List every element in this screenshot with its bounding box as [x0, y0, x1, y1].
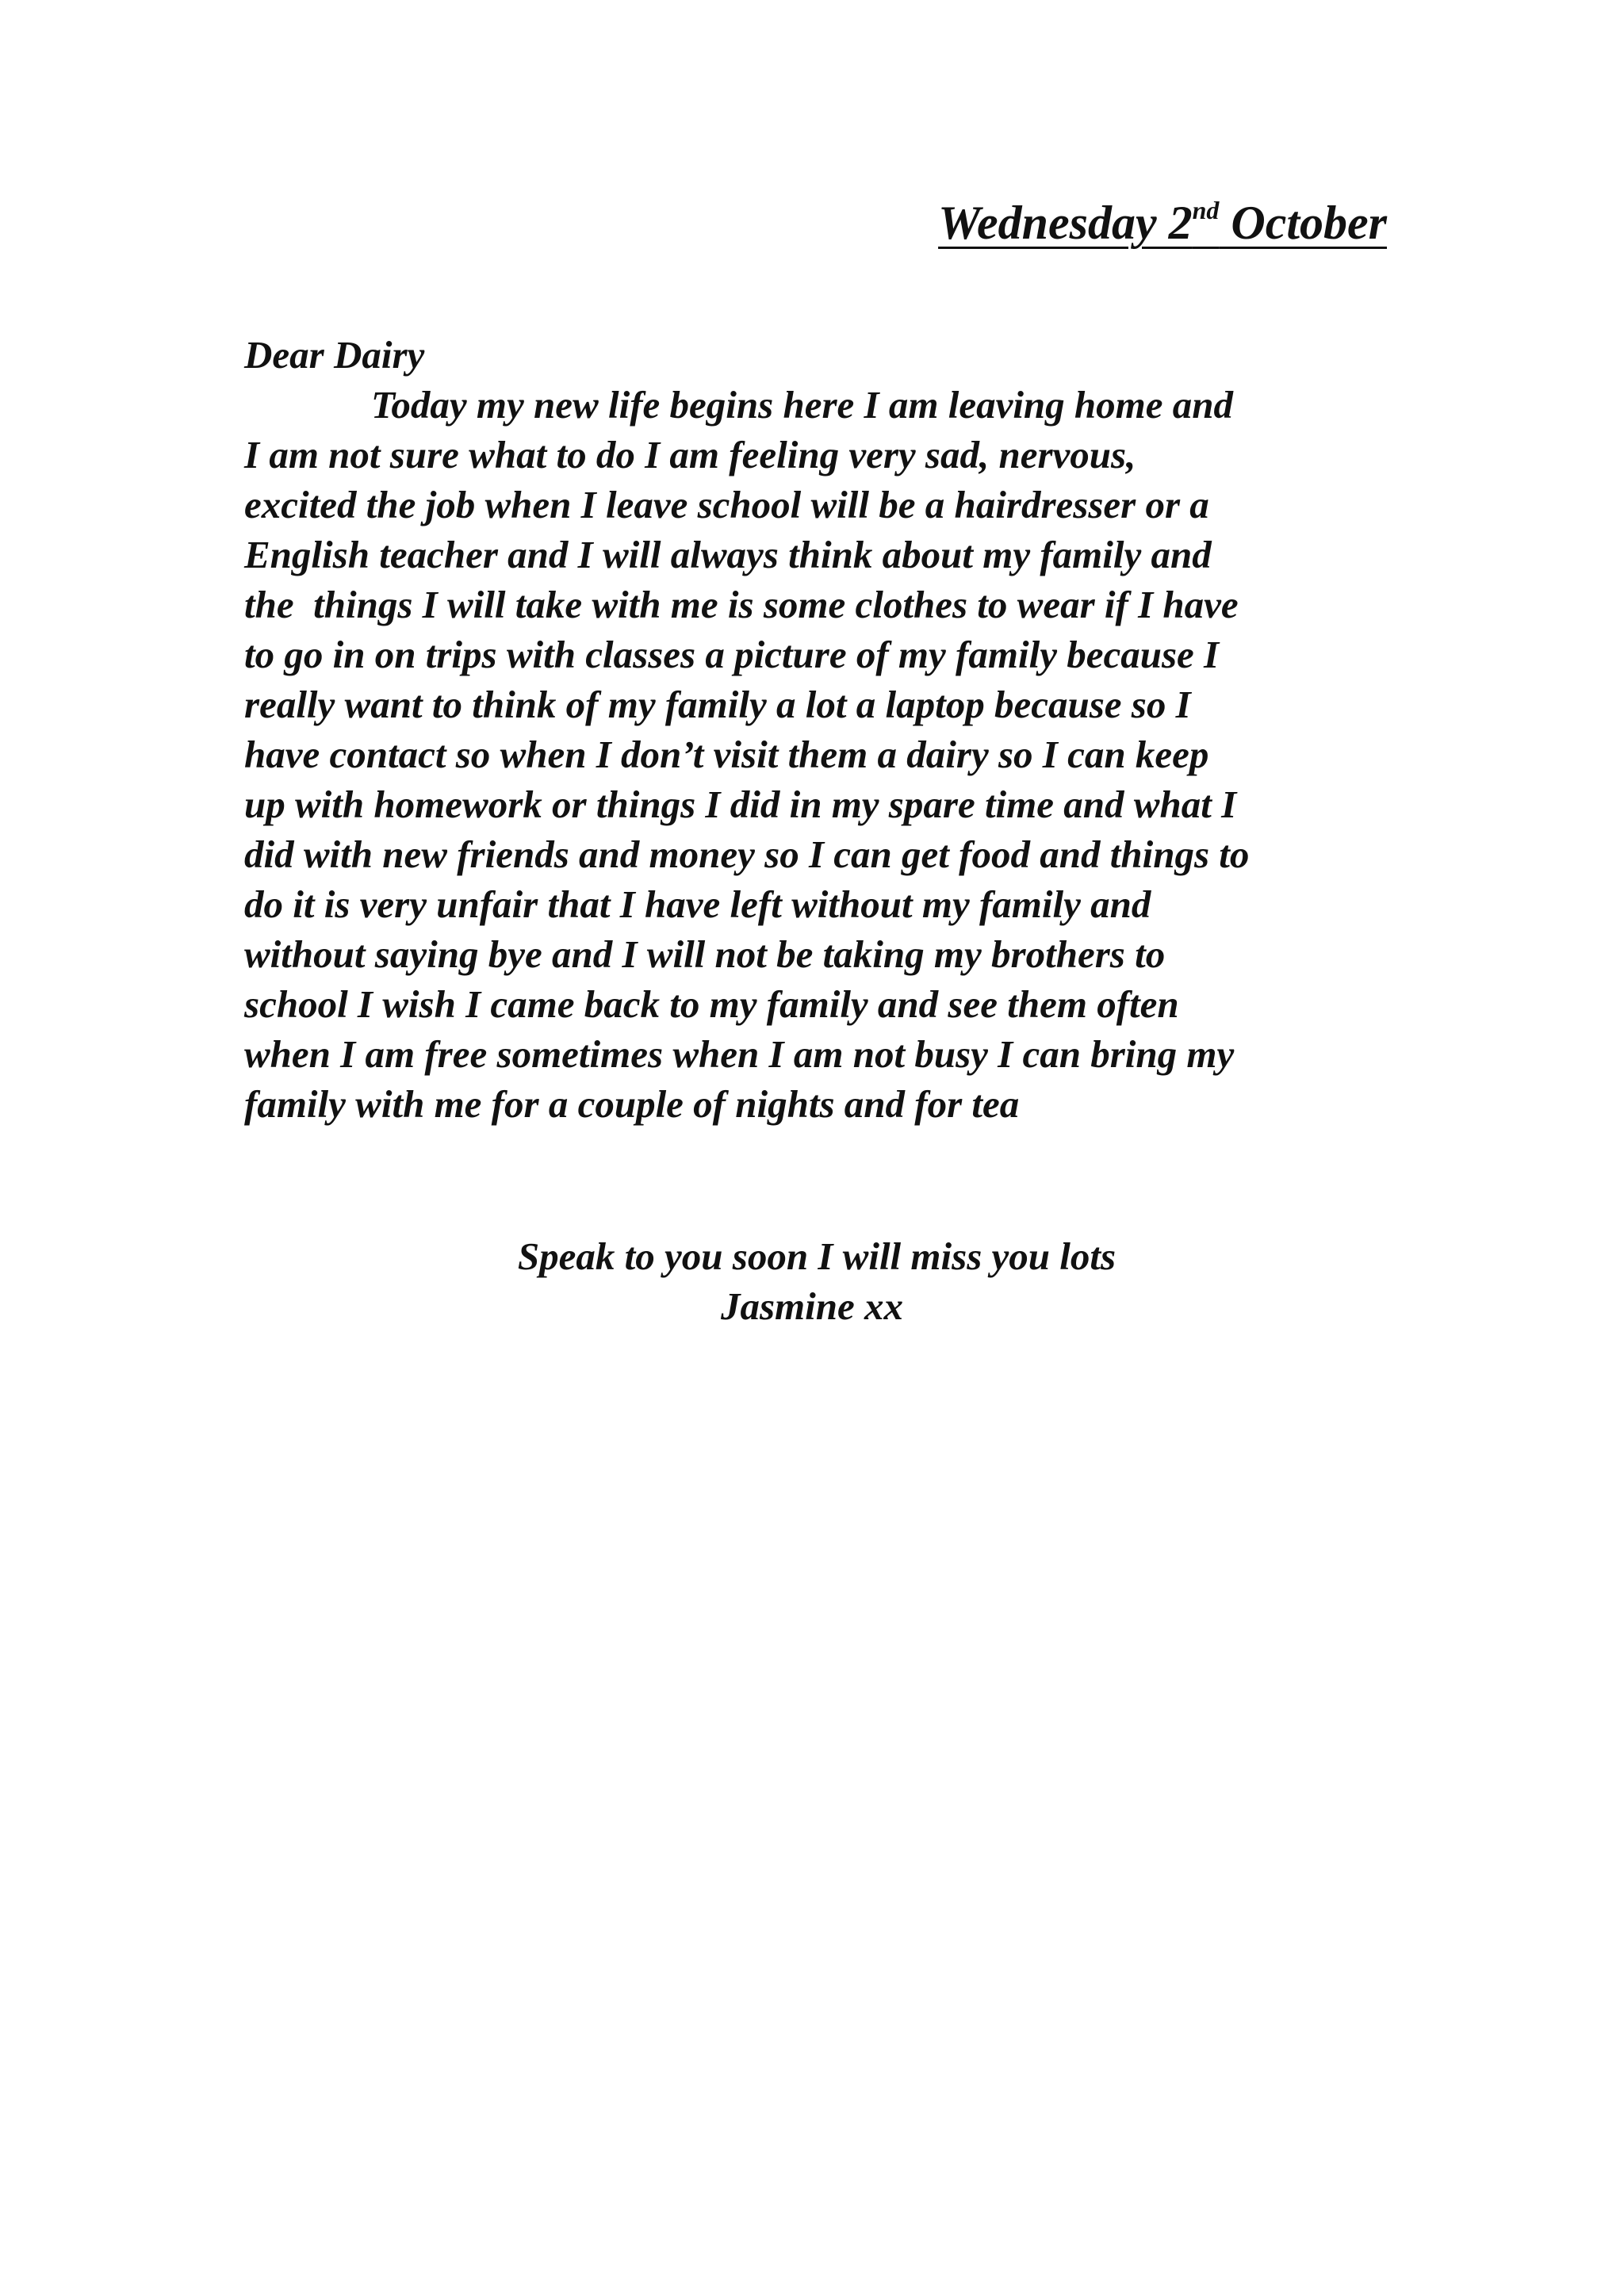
- body-line: do it is very unfair that I have left without my family and: [244, 882, 1151, 926]
- closing-line: Speak to you soon I will miss you lots: [517, 1234, 1116, 1278]
- body-line: did with new friends and money so I can get food and things to: [244, 832, 1250, 876]
- body-line: have contact so when I don’t visit them a dairy so I can keep: [244, 733, 1209, 776]
- body-line: really want to think of my family a lot a laptop because so I: [244, 683, 1191, 726]
- body-line: English teacher and I will always think about my family and: [244, 533, 1212, 576]
- body-line: family with me for a couple of nights and for tea: [244, 1082, 1020, 1126]
- body-line: excited the job when I leave school will be a hairdresser or a: [244, 483, 1209, 526]
- body-line: up with homework or things I did in my spare time and what I: [244, 783, 1237, 826]
- body-line: the things I will take with me is some clothes to wear if I have: [244, 583, 1239, 626]
- date-month: October: [1219, 197, 1387, 249]
- date-ordinal-suffix: nd: [1192, 196, 1220, 224]
- body-line: school I wish I came back to my family and see them often: [244, 982, 1179, 1026]
- signature: Jasmine xx: [720, 1284, 904, 1328]
- letter-date: [938, 197, 1387, 249]
- date-weekday: Wednesday 2: [938, 197, 1193, 249]
- body-line: I am not sure what to do I am feeling very sad, nervous,: [244, 433, 1136, 476]
- body-line: when I am free sometimes when I am not busy I can bring my: [244, 1032, 1235, 1076]
- signoff: [0, 1231, 1624, 1331]
- body-line: Today my new life begins here I am leaving home and: [371, 383, 1234, 427]
- salutation: Dear Dairy: [244, 333, 425, 377]
- letter-body: [244, 330, 1402, 1129]
- body-line: to go in on trips with classes a picture of my family because I: [244, 633, 1220, 676]
- body-line: without saying bye and I will not be taking my brothers to: [244, 932, 1166, 976]
